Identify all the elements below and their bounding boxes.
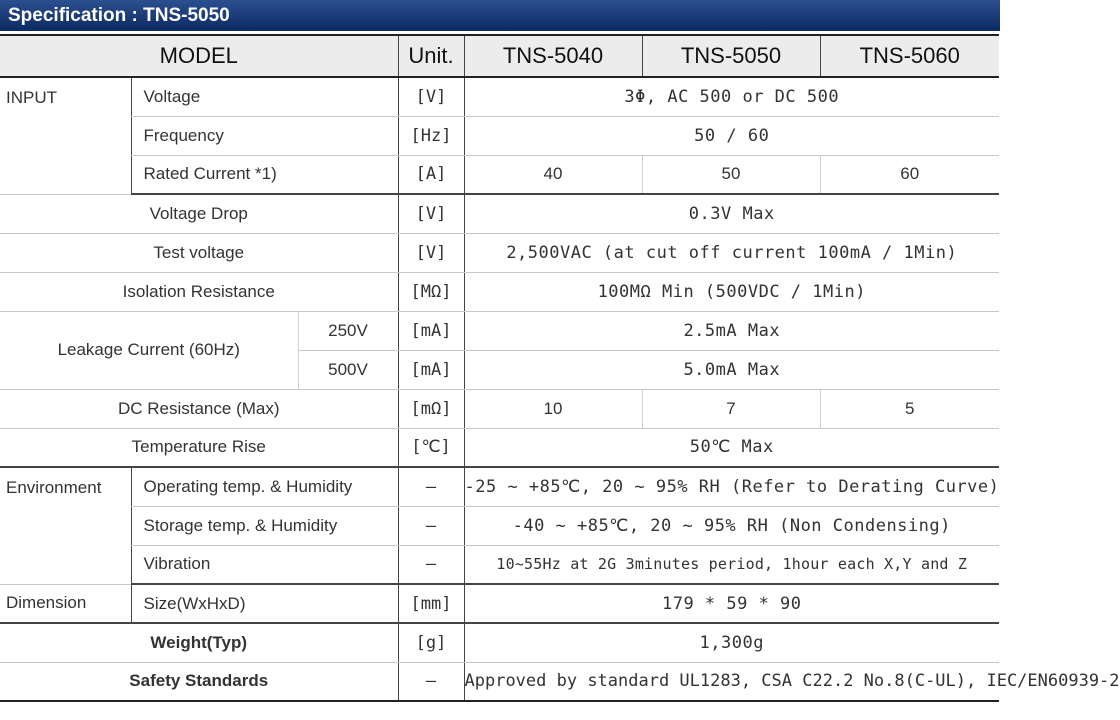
leakage-250v-value: 2.5mA Max: [464, 311, 999, 350]
table-row: [0, 662, 999, 701]
weight-value: 1,300g: [464, 623, 999, 662]
vibration-value: 10~55Hz at 2G 3minutes period, 1hour each X,Y and Z: [464, 545, 999, 584]
table-row: [0, 155, 999, 194]
storage-temp-value: -40 ~ +85℃, 20 ~ 95% RH (Non Condensing): [464, 506, 999, 545]
weight-unit: [g]: [398, 623, 464, 662]
isolation-resistance-label: Isolation Resistance: [0, 272, 398, 311]
voltage-label: Voltage: [131, 77, 398, 116]
table-row: [0, 584, 999, 623]
size-label: Size(WxHxD): [131, 584, 398, 623]
dc-resistance-label: DC Resistance (Max): [0, 389, 398, 428]
isolation-resistance-unit: [MΩ]: [398, 272, 464, 311]
table-row: [0, 116, 999, 155]
leakage-500v-value: 5.0mA Max: [464, 350, 999, 389]
table-row: [0, 272, 999, 311]
temperature-rise-label: Temperature Rise: [0, 428, 398, 467]
table-row: [0, 311, 999, 350]
dimension-group-label: Dimension: [0, 584, 131, 623]
dc-resistance-5060: 5: [820, 389, 999, 428]
frequency-value: 50 / 60: [464, 116, 999, 155]
dc-resistance-5050: 7: [642, 389, 820, 428]
leakage-current-label: Leakage Current (60Hz): [0, 311, 298, 389]
operating-temp-unit: –: [398, 467, 464, 506]
safety-standards-value: Approved by standard UL1283, CSA C22.2 No.8(C-UL), IEC/EN60939-2: [464, 662, 999, 701]
leakage-500v-unit: [mA]: [398, 350, 464, 389]
table-row: [0, 428, 999, 467]
unit-header: Unit.: [398, 35, 464, 77]
leakage-500v-label: 500V: [298, 350, 398, 389]
weight-label: Weight(Typ): [0, 623, 398, 662]
voltage-value: 3Φ, AC 500 or DC 500: [464, 77, 999, 116]
storage-temp-unit: –: [398, 506, 464, 545]
leakage-250v-label: 250V: [298, 311, 398, 350]
table-row: [0, 233, 999, 272]
voltage-drop-unit: [V]: [398, 194, 464, 233]
table-row: [0, 545, 999, 584]
isolation-resistance-value: 100MΩ Min (500VDC / 1Min): [464, 272, 999, 311]
size-unit: [mm]: [398, 584, 464, 623]
dc-resistance-5040: 10: [464, 389, 642, 428]
rated-current-label: Rated Current *1): [131, 155, 398, 194]
model-header: MODEL: [0, 35, 398, 77]
size-value: 179 * 59 * 90: [464, 584, 999, 623]
table-header-row: [0, 35, 999, 77]
storage-temp-label: Storage temp. & Humidity: [131, 506, 398, 545]
operating-temp-value: -25 ~ +85℃, 20 ~ 95% RH (Refer to Derating Curve): [464, 467, 999, 506]
voltage-drop-value: 0.3V Max: [464, 194, 999, 233]
test-voltage-label: Test voltage: [0, 233, 398, 272]
model-tns-5060-header: TNS-5060: [820, 35, 999, 77]
table-row: [0, 623, 999, 662]
vibration-unit: –: [398, 545, 464, 584]
table-row: [0, 194, 999, 233]
environment-group-label: Environment: [0, 467, 131, 584]
rated-current-5040: 40: [464, 155, 642, 194]
model-tns-5040-header: TNS-5040: [464, 35, 642, 77]
rated-current-5060: 60: [820, 155, 999, 194]
page-title: Specification : TNS-5050: [0, 0, 1000, 31]
rated-current-unit: [A]: [398, 155, 464, 194]
model-tns-5050-header: TNS-5050: [642, 35, 820, 77]
safety-standards-unit: –: [398, 662, 464, 701]
frequency-unit: [Hz]: [398, 116, 464, 155]
table-row: [0, 467, 999, 506]
frequency-label: Frequency: [131, 116, 398, 155]
voltage-drop-label: Voltage Drop: [0, 194, 398, 233]
temperature-rise-unit: [℃]: [398, 428, 464, 467]
test-voltage-value: 2,500VAC (at cut off current 100mA / 1Min): [464, 233, 999, 272]
test-voltage-unit: [V]: [398, 233, 464, 272]
operating-temp-label: Operating temp. & Humidity: [131, 467, 398, 506]
voltage-unit: [V]: [398, 77, 464, 116]
rated-current-5050: 50: [642, 155, 820, 194]
table-row: [0, 77, 999, 116]
input-group-label: INPUT: [0, 77, 131, 194]
table-row: [0, 389, 999, 428]
safety-standards-label: Safety Standards: [0, 662, 398, 701]
specification-table: [0, 34, 1120, 702]
leakage-250v-unit: [mA]: [398, 311, 464, 350]
table-row: [0, 506, 999, 545]
temperature-rise-value: 50℃ Max: [464, 428, 999, 467]
vibration-label: Vibration: [131, 545, 398, 584]
dc-resistance-unit: [mΩ]: [398, 389, 464, 428]
